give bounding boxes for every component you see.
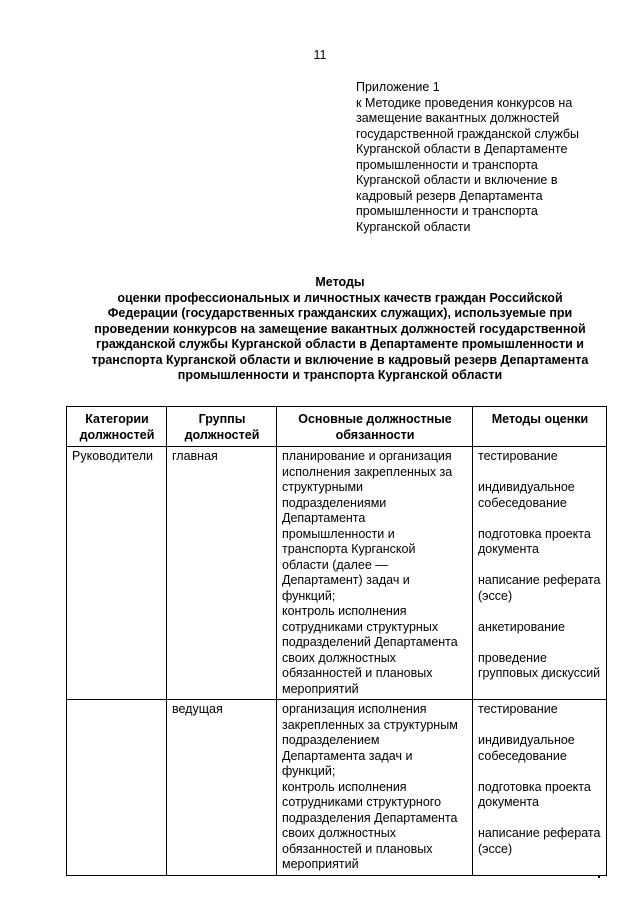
method-line: (эссе) [478,841,513,856]
method-item [478,733,602,764]
scan-speck [598,876,600,878]
duty-line: сотрудниками структурного [282,795,442,809]
header-category [67,407,167,447]
cell-group: ведущая [167,700,277,876]
duty-line: мероприятий [282,681,359,696]
header-duties [277,407,473,447]
method-line: тестирование [478,449,558,463]
method-item [478,780,602,811]
heading-title: Методы [315,275,365,289]
cell-duties [277,700,473,876]
duty-line: Департамента [282,511,366,525]
method-line: документа [478,795,539,809]
document-heading [60,275,620,384]
method-list [478,449,602,682]
methods-table [66,406,607,876]
heading-line: промышленности и транспорта Курганской области [177,368,503,382]
duty-line: организация исполнения [282,702,427,716]
header-line: Группы [198,412,246,426]
header-line: обязанности [335,427,415,442]
method-item [478,702,602,718]
method-item [478,480,602,511]
method-item [478,527,602,558]
appendix-line: Курганской области и включение в [356,173,558,187]
duty-line: контроль исполнения [282,779,407,794]
method-line: индивидуальное [478,733,575,747]
page-number: 11 [313,48,327,62]
cell-duties [277,447,473,700]
header-group [167,407,277,447]
duty-line: закрепленных за структурным [282,717,458,732]
header-line: Категории [85,412,149,426]
duty-line: подразделений Департамента [282,635,458,649]
appendix-line: кадровый резерв Департамента [356,188,543,203]
header-line: Основные должностные [298,412,452,426]
header-line: Методы оценки [491,412,589,426]
appendix-line: промышленности и транспорта [356,157,538,172]
duty-line: подразделением [282,733,380,747]
appendix-line: Курганской области в Департаменте [356,142,568,156]
duty-line: Департамент) задач и [282,573,410,587]
duty-line: обязанностей и плановых [282,841,433,856]
appendix-line: замещение вакантных должностей [356,111,560,125]
heading-line: транспорта Курганской области и включение в кадровый резерв Департамента [91,352,589,367]
appendix-line: Приложение 1 [356,80,440,94]
method-item [478,449,602,465]
heading-line: проведении конкурсов на замещение вакантных должностей государственной [94,321,586,336]
duty-line: функций; [282,588,336,603]
duty-line: Департамента задач и [282,748,413,763]
duty-line: обязанностей и плановых [282,666,433,680]
method-line: собеседование [478,748,567,763]
appendix-line: к Методике проведения конкурсов на [356,95,573,110]
method-line: проведение [478,650,547,665]
appendix-line: государственной гражданской службы [356,126,579,141]
duty-line: транспорта Курганской [282,542,416,556]
cell-methods [473,700,607,876]
method-item [478,826,602,857]
method-line: подготовка проекта [478,526,591,541]
method-line: тестирование [478,702,558,716]
appendix-line: Курганской области [356,219,471,234]
duty-line: структурными [282,480,364,494]
duty-line: области (далее — [282,557,388,572]
table-row [67,447,607,700]
method-line: документа [478,542,539,556]
duty-line: своих должностных [282,826,397,840]
duty-line: контроль исполнения [282,604,407,618]
cell-methods [473,447,607,700]
heading-line: гражданской службы Курганской области в Департаменте промышленности и [96,337,584,351]
method-line: анкетирование [478,619,565,634]
cell-category [67,700,167,876]
duty-line: промышленности и [282,526,395,541]
method-line: собеседование [478,495,567,510]
duty-line: своих должностных [282,650,397,665]
heading-line: Федерации (государственных гражданских служащих), используемые при [107,306,573,320]
method-line: написание реферата [478,573,601,587]
table-header-row [67,407,607,447]
method-line: индивидуальное [478,480,575,494]
method-list [478,702,602,857]
heading-line: оценки профессиональных и личностных качеств граждан Российской [117,290,563,305]
method-line: написание реферата [478,826,601,840]
header-line: должностей [79,427,155,442]
method-line: групповых дискуссий [478,666,601,680]
duty-line: мероприятий [282,857,359,871]
duty-line: планирование и организация [282,449,452,463]
duty-line: подразделениями [282,495,387,510]
method-item [478,573,602,604]
cell-group: главная [167,447,277,700]
appendix-line: промышленности и транспорта [356,204,538,218]
method-line: подготовка проекта [478,779,591,794]
method-item [478,620,602,636]
header-methods [473,407,607,447]
header-line: должностей [184,427,260,442]
cell-category: Руководители [67,447,167,700]
duty-line: функций; [282,764,336,778]
appendix-reference [356,80,626,235]
method-item [478,651,602,682]
duty-line: сотрудниками структурных [282,619,439,634]
duty-line: подразделения Департамента [282,810,458,825]
method-line: (эссе) [478,588,513,603]
duty-line: исполнения закрепленных за [282,464,453,479]
table-row [67,700,607,876]
